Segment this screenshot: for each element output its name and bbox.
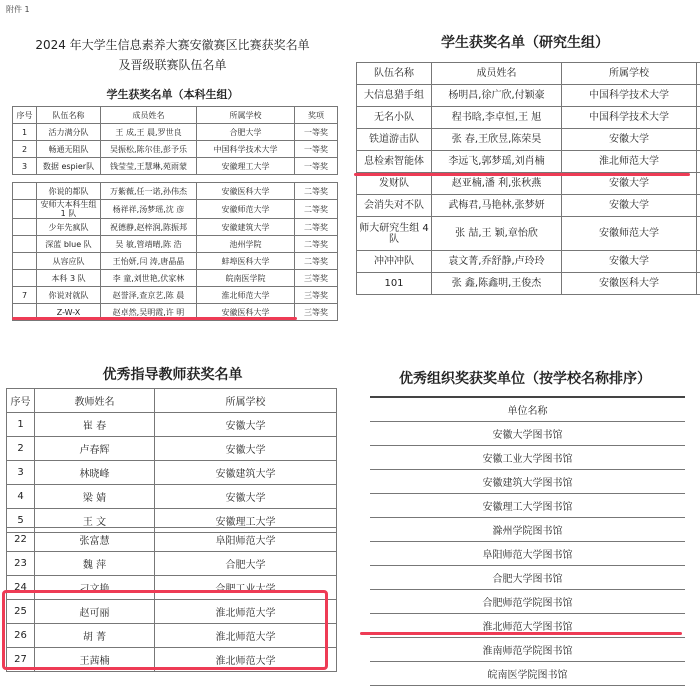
- table-cell: 安徽大学: [562, 173, 697, 195]
- table-row: [13, 200, 338, 219]
- table-row: [13, 183, 338, 200]
- table-cell: 5: [7, 509, 35, 533]
- table-row: [357, 273, 700, 295]
- table-cell: 本科 3 队: [37, 270, 101, 287]
- table-row: [370, 493, 685, 517]
- table-cell: 安徽大学: [562, 251, 697, 273]
- header-cell: 序号: [7, 389, 35, 413]
- table-row: [357, 251, 700, 273]
- table-cell: 22: [7, 528, 35, 552]
- table-cell: [697, 273, 700, 295]
- table-row: [7, 528, 337, 552]
- table-cell: 无名小队: [357, 107, 432, 129]
- table-cell: 安徽理工大学图书馆: [370, 493, 685, 517]
- highlight-underline: [360, 632, 682, 635]
- table-cell: 7: [13, 287, 37, 304]
- organizations-panel: [350, 350, 700, 700]
- table-row: [13, 236, 338, 253]
- table-cell: 张富慧: [35, 528, 155, 552]
- undergrad-panel: [0, 0, 345, 342]
- table-cell: 安徽师范大学: [562, 217, 697, 251]
- table-cell: 魏 萍: [35, 552, 155, 576]
- table-cell: 你说的都队: [37, 183, 101, 200]
- table-cell: 合肥大学: [155, 552, 337, 576]
- table-cell: [697, 151, 700, 173]
- table-row: [370, 517, 685, 541]
- header-cell: 成员姓名: [432, 63, 562, 85]
- table-cell: 安师大本科生组 1 队: [37, 200, 101, 219]
- table-cell: 王茜楠: [35, 648, 155, 672]
- table-cell: 二等奖: [295, 236, 338, 253]
- table-cell: 赵誉泽,查京艺,陈 晨: [101, 287, 197, 304]
- table-row: [7, 413, 337, 437]
- table-cell: 二等奖: [295, 253, 338, 270]
- table-cell: 吴 敏,管靖晴,陈 浩: [101, 236, 197, 253]
- table-cell: 23: [7, 552, 35, 576]
- table-cell: 张 鑫,陈鑫明,王俊杰: [432, 273, 562, 295]
- advisors-title: 优秀指导教师获奖名单: [102, 367, 243, 383]
- organizations-title: 优秀组织奖获奖单位（按学校名称排序）: [399, 371, 651, 387]
- table-cell: 淮北师范大学: [155, 648, 337, 672]
- table-cell: 会消失对不队: [357, 195, 432, 217]
- table-row: [13, 141, 338, 158]
- organizations-table: [370, 396, 685, 686]
- header-cell: 成员姓名: [101, 107, 197, 124]
- table-cell: 淮北师范大学图书馆: [370, 613, 685, 637]
- table-cell: 淮北师范大学: [155, 600, 337, 624]
- table-cell: [697, 129, 700, 151]
- table-cell: 安徽医科大学: [197, 183, 295, 200]
- table-row: [13, 219, 338, 236]
- table-cell: 合肥大学图书馆: [370, 565, 685, 589]
- highlight-underline: [354, 173, 690, 176]
- postgrad-title: 学生获奖名单（研究生组）: [441, 35, 609, 51]
- table-cell: 刁文艳: [35, 576, 155, 600]
- table-cell: 24: [7, 576, 35, 600]
- document-title-line2: 及晋级联赛队伍名单: [118, 58, 227, 72]
- table-header-row: [370, 397, 685, 421]
- table-cell: 3: [7, 461, 35, 485]
- table-cell: 梁 婧: [35, 485, 155, 509]
- table-cell: 师大研究生组 4队: [357, 217, 432, 251]
- table-cell: 王怡妍,闫 涛,唐晶晶: [101, 253, 197, 270]
- table-cell: 一等奖: [295, 141, 338, 158]
- header-cell: 单位名称: [370, 397, 685, 421]
- table-cell: 中国科学技术大学: [562, 107, 697, 129]
- header-cell: [697, 63, 700, 85]
- table-cell: Z-W-X: [37, 304, 101, 321]
- table-row: [370, 541, 685, 565]
- table-cell: 安徽理工大学: [197, 158, 295, 175]
- table-cell: 武梅君,马艳林,张梦妍: [432, 195, 562, 217]
- table-cell: 息检索智能体: [357, 151, 432, 173]
- table-cell: [697, 195, 700, 217]
- table-row: [357, 195, 700, 217]
- table-header-row: [7, 389, 337, 413]
- table-row: [370, 445, 685, 469]
- table-cell: 李 童,刘世艳,伏家林: [101, 270, 197, 287]
- table-cell: [697, 173, 700, 195]
- table-header-row: [13, 107, 338, 124]
- table-cell: 二等奖: [295, 219, 338, 236]
- table-cell: 安徽师范大学: [197, 200, 295, 219]
- table-row: [7, 552, 337, 576]
- table-row: [370, 421, 685, 445]
- table-cell: [697, 251, 700, 273]
- table-row: [357, 217, 700, 251]
- postgrad-panel: [350, 0, 700, 300]
- table-cell: 阜阳师范大学图书馆: [370, 541, 685, 565]
- table-cell: 杨祥祥,汤梦瑶,沈 彦: [101, 200, 197, 219]
- table-cell: [13, 200, 37, 219]
- table-cell: 安徽理工大学: [155, 509, 337, 533]
- header-cell: 所属学校: [155, 389, 337, 413]
- table-row: [357, 85, 700, 107]
- header-cell: 所属学校: [197, 107, 295, 124]
- table-cell: 皖南医学院: [197, 270, 295, 287]
- table-row: [370, 661, 685, 685]
- attachment-label: 附件 1: [6, 5, 30, 14]
- table-cell: [13, 219, 37, 236]
- table-cell: 中国科学技术大学: [562, 85, 697, 107]
- table-cell: 安徽医科大学: [197, 304, 295, 321]
- header-cell: 奖项: [295, 107, 338, 124]
- table-row: [370, 469, 685, 493]
- table-cell: 张 喆,王 颖,章怡欣: [432, 217, 562, 251]
- table-cell: 101: [357, 273, 432, 295]
- table-cell: 安徽大学: [562, 195, 697, 217]
- table-row-highlighted: [13, 287, 338, 304]
- table-cell: 安徽建筑大学: [155, 461, 337, 485]
- table-cell: 大信息猎手组: [357, 85, 432, 107]
- table-cell: 合肥大学: [197, 124, 295, 141]
- table-cell: 林晓峰: [35, 461, 155, 485]
- highlight-box: [2, 590, 328, 670]
- table-cell: 畅通无阻队: [37, 141, 101, 158]
- table-cell: 祝德静,赵梓润,陈振邦: [101, 219, 197, 236]
- table-cell: 深蓝 blue 队: [37, 236, 101, 253]
- table-cell: 三等奖: [295, 287, 338, 304]
- table-cell: 1: [13, 124, 37, 141]
- table-cell: 4: [7, 485, 35, 509]
- table-cell: 皖南医学院图书馆: [370, 661, 685, 685]
- table-cell: 26: [7, 624, 35, 648]
- table-cell: 合肥工业大学: [155, 576, 337, 600]
- table-cell: [13, 253, 37, 270]
- table-cell: 赵可丽: [35, 600, 155, 624]
- table-cell: [697, 107, 700, 129]
- table-cell: 冲冲冲队: [357, 251, 432, 273]
- table-cell: 安徽工业大学图书馆: [370, 445, 685, 469]
- table-cell: 25: [7, 600, 35, 624]
- table-row: [370, 565, 685, 589]
- highlight-underline: [12, 317, 297, 320]
- advisors-table-top: [6, 388, 337, 533]
- table-row: [7, 437, 337, 461]
- table-row: [13, 158, 338, 175]
- table-row: [357, 129, 700, 151]
- table-cell: 杨明昌,徐广欣,付颖豪: [432, 85, 562, 107]
- table-cell: 27: [7, 648, 35, 672]
- table-cell: 吴振松,陈尔佳,彭予乐: [101, 141, 197, 158]
- table-cell: [13, 270, 37, 287]
- table-cell: 安徽医科大学: [562, 273, 697, 295]
- table-cell: 蚌埠医科大学: [197, 253, 295, 270]
- table-row: [13, 270, 338, 287]
- table-row: [370, 589, 685, 613]
- table-cell: 王 成,王 晨,罗世良: [101, 124, 197, 141]
- table-cell: 王 文: [35, 509, 155, 533]
- table-cell: 赵亚楠,潘 利,张秋燕: [432, 173, 562, 195]
- table-cell: 中国科学技术大学: [197, 141, 295, 158]
- table-cell: [697, 217, 700, 251]
- table-row-highlighted: [357, 151, 700, 173]
- table-cell: 淮北师范大学: [197, 287, 295, 304]
- table-cell: 淮北师范大学: [562, 151, 697, 173]
- table-cell: 安徽大学: [155, 413, 337, 437]
- table-cell: 发财队: [357, 173, 432, 195]
- table-cell: 程书晗,李卓恒,王 旭: [432, 107, 562, 129]
- table-cell: 2: [7, 437, 35, 461]
- table-cell: 万紫薇,任一诺,孙伟杰: [101, 183, 197, 200]
- table-cell: 数据 espier队: [37, 158, 101, 175]
- table-cell: 2: [13, 141, 37, 158]
- table-row: [357, 107, 700, 129]
- undergrad-table-bottom: [12, 182, 338, 321]
- table-cell: 卢春辉: [35, 437, 155, 461]
- header-cell: 队伍名称: [357, 63, 432, 85]
- table-cell: 铁道游击队: [357, 129, 432, 151]
- table-cell: 张 春,王欣昱,陈荣昊: [432, 129, 562, 151]
- table-cell: 胡 菁: [35, 624, 155, 648]
- table-row: [13, 124, 338, 141]
- table-row: [7, 461, 337, 485]
- table-cell: 淮北师范大学: [155, 624, 337, 648]
- table-cell: [697, 85, 700, 107]
- table-header-row: [357, 63, 700, 85]
- table-cell: 池州学院: [197, 236, 295, 253]
- header-cell: 教师姓名: [35, 389, 155, 413]
- table-cell: [13, 236, 37, 253]
- table-cell: 崔 春: [35, 413, 155, 437]
- table-cell: 从容应队: [37, 253, 101, 270]
- table-cell: 一等奖: [295, 158, 338, 175]
- advisors-panel: [0, 350, 345, 700]
- table-cell: 安徽大学: [562, 129, 697, 151]
- table-cell: 一等奖: [295, 124, 338, 141]
- table-cell: 安徽大学: [155, 485, 337, 509]
- undergrad-subtitle: 学生获奖名单（本科生组）: [106, 88, 239, 101]
- table-row: [7, 485, 337, 509]
- table-cell: 少年先疯队: [37, 219, 101, 236]
- table-row: [370, 637, 685, 661]
- table-cell: 滁州学院图书馆: [370, 517, 685, 541]
- table-cell: 三等奖: [295, 270, 338, 287]
- document-title: 2024 年大学生信息素养大赛安徽赛区比赛获奖名单: [35, 38, 310, 52]
- table-cell: 袁文菁,乔舒静,卢玲玲: [432, 251, 562, 273]
- header-cell: 所属学校: [562, 63, 697, 85]
- table-cell: [13, 183, 37, 200]
- table-cell: 阜阳师范大学: [155, 528, 337, 552]
- table-cell: 3: [13, 158, 37, 175]
- table-cell: 二等奖: [295, 200, 338, 219]
- postgrad-table: [356, 62, 700, 295]
- table-cell: 活力满分队: [37, 124, 101, 141]
- table-cell: 淮南师范学院图书馆: [370, 637, 685, 661]
- table-cell: 安徽建筑大学图书馆: [370, 469, 685, 493]
- table-cell: 1: [7, 413, 35, 437]
- table-cell: 合肥师范学院图书馆: [370, 589, 685, 613]
- table-cell: 三等奖: [295, 304, 338, 321]
- table-cell: 你说对就队: [37, 287, 101, 304]
- table-cell: 赵卓然,吴明霞,许 明: [101, 304, 197, 321]
- table-cell: 李远飞,郭梦瑶,刘肖楠: [432, 151, 562, 173]
- table-cell: 安徽大学: [155, 437, 337, 461]
- table-cell: 二等奖: [295, 183, 338, 200]
- table-row: [13, 253, 338, 270]
- table-cell: 钱莹莹,王慧琳,苑雨蒙: [101, 158, 197, 175]
- table-cell: 安徽大学图书馆: [370, 421, 685, 445]
- header-cell: 队伍名称: [37, 107, 101, 124]
- header-cell: 序号: [13, 107, 37, 124]
- undergrad-table-top: [12, 106, 338, 175]
- table-cell: 安徽建筑大学: [197, 219, 295, 236]
